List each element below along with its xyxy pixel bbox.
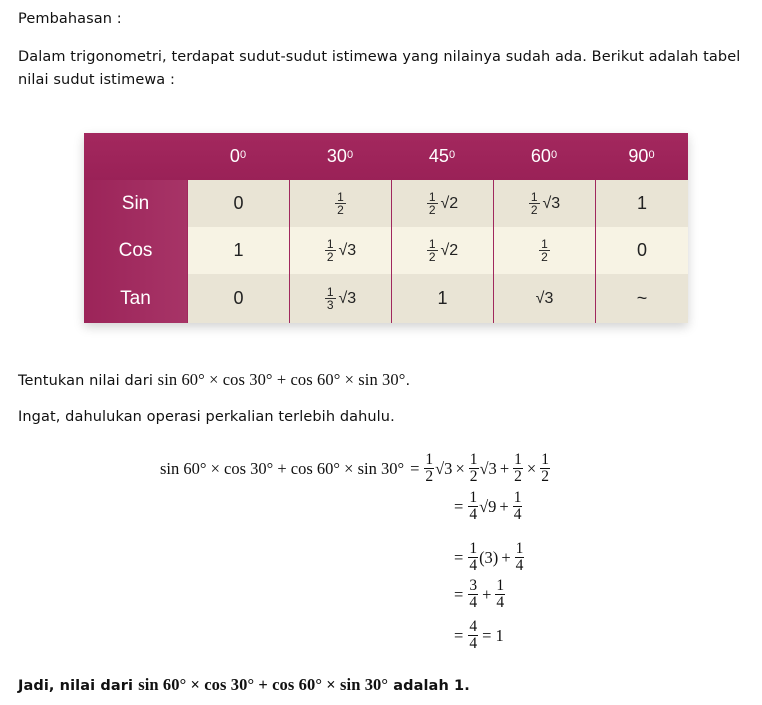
- cell-tan-60: √3: [493, 274, 595, 323]
- cell-cos-90: 0: [595, 227, 688, 274]
- cell-cos-60: $\frac{1}{2}$: [493, 227, 595, 274]
- header-90deg: 90 $^0$: [628, 146, 655, 166]
- derivation-step-5: = $\frac{4}{4}$ = 1: [454, 618, 504, 652]
- conclusion-expression: sin 60° × cos 30° + cos 60° × sin 30°: [138, 675, 389, 694]
- derivation-step-1: sin 60° × cos 30° + cos 60° × sin 30° = $\frac{1}{2}$ √3 × $\frac{1}{2}$ √3 + $\frac{1}{2}$ × $\frac{1}{2}$: [160, 451, 549, 485]
- derivation-lhs: sin 60° × cos 30° + cos 60° × sin 30°: [160, 458, 405, 478]
- reminder-text: Ingat, dahulukan operasi perkalian terlebih dahulu.: [18, 409, 395, 425]
- header-60deg: 60 $^0$: [530, 146, 558, 166]
- intro-paragraph-line2: nilai sudut istimewa :: [18, 72, 175, 88]
- derivation-step-4: = $\frac{3}{4}$ + $\frac{1}{4}$: [454, 577, 505, 611]
- header-45deg: 45 $^0$: [428, 146, 456, 166]
- question-text: Tentukan nilai dari sin 60° × cos 30° + cos 60° × sin 30°.: [18, 370, 411, 389]
- cell-cos-30: $\frac{1}{2}$ √3: [289, 227, 391, 274]
- cell-tan-0: 0: [187, 274, 289, 323]
- row-label-sin: Sin: [84, 180, 187, 227]
- cell-tan-90: ~: [595, 274, 688, 323]
- question-expression: sin 60° × cos 30° + cos 60° × sin 30°: [157, 370, 406, 389]
- cell-tan-30: $\frac{1}{3}$ √3: [289, 274, 391, 323]
- cell-sin-60: $\frac{1}{2}$ √3: [493, 180, 595, 227]
- cell-sin-45: $\frac{1}{2}$ √2: [391, 180, 493, 227]
- special-angles-table: [84, 133, 688, 323]
- row-label-cos: Cos: [84, 227, 187, 274]
- cell-tan-45: 1: [391, 274, 493, 323]
- header-0deg: 0 $^0$: [229, 146, 247, 166]
- heading-pembahasan: Pembahasan :: [18, 11, 122, 27]
- intro-paragraph-line1: Dalam trigonometri, terdapat sudut-sudut istimewa yang nilainya sudah ada. Berikut adalah tabel: [18, 49, 741, 65]
- row-label-tan: Tan: [84, 274, 187, 323]
- cell-cos-0: 1: [187, 227, 289, 274]
- table-header-row: [84, 133, 688, 180]
- cell-cos-45: $\frac{1}{2}$ √2: [391, 227, 493, 274]
- derivation-step-3: = $\frac{1}{4}$ (3) + $\frac{1}{4}$: [454, 540, 524, 574]
- conclusion-text: Jadi, nilai dari sin 60° × cos 30° + cos 60° × sin 30° adalah 1.: [18, 675, 470, 694]
- derivation-step-2: = $\frac{1}{4}$ √9 + $\frac{1}{4}$: [454, 489, 522, 523]
- cell-sin-30: $\frac{1}{2}$: [289, 180, 391, 227]
- cell-sin-90: 1: [595, 180, 688, 227]
- header-30deg: 30 $^0$: [326, 146, 354, 166]
- cell-sin-0: 0: [187, 180, 289, 227]
